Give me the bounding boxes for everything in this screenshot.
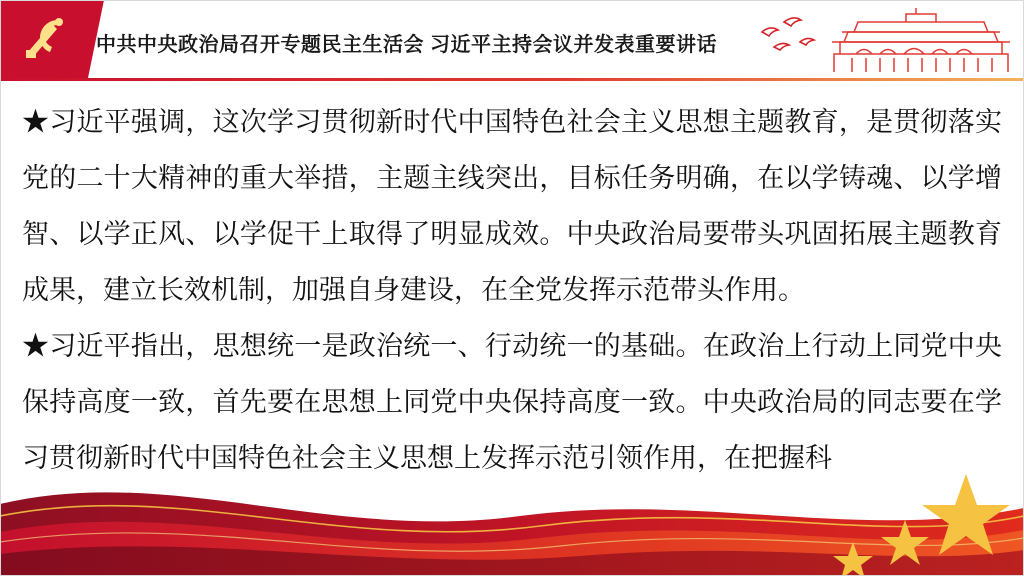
doves-icon	[762, 18, 814, 50]
tiananmen-gate-icon	[832, 8, 1010, 72]
body-paragraph-2: ★习近平指出，思想统一是政治统一、行动统一的基础。在政治上行动上同党中央保持高度一致，首先要在思想上同党中央保持高度一致。中央政治局的同志要在学习贯彻新时代中国特色社会主义思想上发挥示范引领作用，在把握科	[22, 331, 1002, 473]
header-divider	[0, 78, 1024, 81]
slide-body	[0, 84, 1024, 473]
page-title: 中共中央政治局召开专题民主生活会 习近平主持会议并发表重要讲话	[96, 34, 718, 56]
slide-footer-decoration	[0, 446, 1024, 576]
slide-header	[0, 0, 1024, 82]
header-illustration	[756, 2, 1016, 78]
hammer-sickle-icon	[18, 14, 70, 64]
party-emblem-block	[0, 0, 88, 78]
body-paragraph-1: ★习近平强调，这次学习贯彻新时代中国特色社会主义思想主题教育，是贯彻落实党的二十大精神的重大举措，主题主线突出，目标任务明确，在以学铸魂、以学增智、以学正风、以学促干上取得了明显成效。中央政治局要带头巩固拓展主题教育成果，建立长效机制，加强自身建设，在全党发挥示范带头作用。	[22, 107, 1002, 305]
